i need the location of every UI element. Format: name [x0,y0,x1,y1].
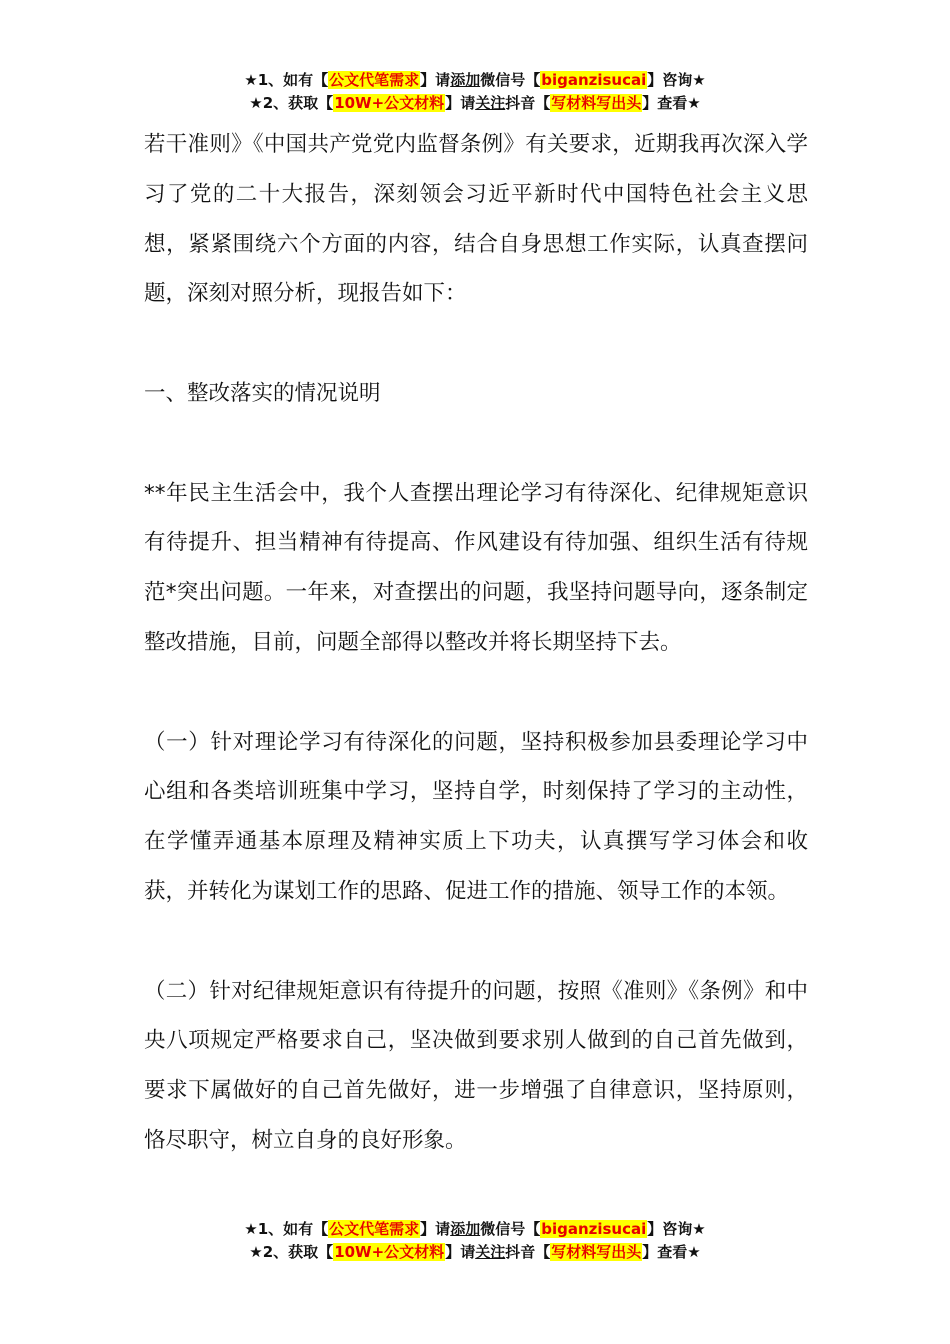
banner-highlight: biganzisucai [541,1220,647,1238]
banner-text: 微信号【 [480,1220,541,1238]
banner-highlight: 10W+公文材料 [334,94,445,112]
banner-text: ★1、如有【 [244,1220,329,1238]
paragraph-gap [144,419,808,469]
banner-text: 抖音【 [505,94,551,112]
banner-underline-text: 添加 [450,71,481,89]
paragraph-gap [144,668,808,718]
paragraph-item-1: （一）针对理论学习有待深化的问题，坚持积极参加县委理论学习中心组和各类培训班集中学习，坚持自学，时刻保持了学习的主动性，在学懂弄通基本原理及精神实质上下功夫，认真撰写学习体会和收获，并转化为谋划工作的思路、促进工作的措施、领导工作的本领。 [144,729,808,904]
banner-text: 】请 [420,71,451,89]
banner-highlight: 公文代笔需求 [329,71,420,89]
banner-text: 】请 [445,1243,476,1261]
banner-text: 抖音【 [505,1243,551,1261]
paragraph-item-2: （二）针对纪律规矩意识有待提升的问题，按照《准则》《条例》和中央八项规定严格要求自己，坚决做到要求别人做到的自己首先做到，要求下属做好的自己首先做好，进一步增强了自律意识，坚持原则，恪尽职守，树立自身的良好形象。 [144,978,808,1153]
banner-line-1 [0,1218,950,1241]
banner-highlight: biganzisucai [541,71,647,89]
banner-text: 微信号【 [480,71,541,89]
banner-highlight: 写材料写出头 [551,94,642,112]
banner-underline-text: 添加 [450,1220,481,1238]
paragraph-gap [144,319,808,369]
banner-text: 】查看★ [642,1243,701,1261]
banner-highlight: 写材料写出头 [551,1243,642,1261]
document-body [144,120,808,1166]
paragraph-summary: **年民主生活会中，我个人查摆出理论学习有待深化、纪律规矩意识有待提升、担当精神有待提高、作风建设有待加强、组织生活有待规范*突出问题。一年来，对查摆出的问题，我坚持问题导向，逐条制定整改措施，目前，问题全部得以整改并将长期坚持下去。 [144,480,808,655]
banner-text: ★2、获取【 [249,1243,334,1261]
banner-text: ★1、如有【 [244,71,329,89]
banner-underline-text: 关注 [475,94,506,112]
banner-text: 】请 [445,94,476,112]
banner-text: ★2、获取【 [249,94,334,112]
banner-highlight: 公文代笔需求 [329,1220,420,1238]
banner-line-2 [0,1241,950,1264]
banner-underline-text: 关注 [475,1243,506,1261]
banner-line-1 [0,69,950,92]
banner-text: 】咨询★ [647,1220,706,1238]
banner-text: 】查看★ [642,94,701,112]
paragraph-gap [144,917,808,967]
banner-highlight: 10W+公文材料 [334,1243,445,1261]
footer-banner [0,1218,950,1264]
banner-text: 】请 [420,1220,451,1238]
banner-text: 】咨询★ [647,71,706,89]
paragraph-intro: 若干准则》《中国共产党党内监督条例》有关要求，近期我再次深入学习了党的二十大报告，深刻领会习近平新时代中国特色社会主义思想，紧紧围绕六个方面的内容，结合自身思想工作实际，认真查摆问题，深刻对照分析，现报告如下： [144,132,808,307]
header-banner [0,69,950,115]
section-heading: 一、整改落实的情况说明 [144,380,381,406]
banner-line-2 [0,92,950,115]
